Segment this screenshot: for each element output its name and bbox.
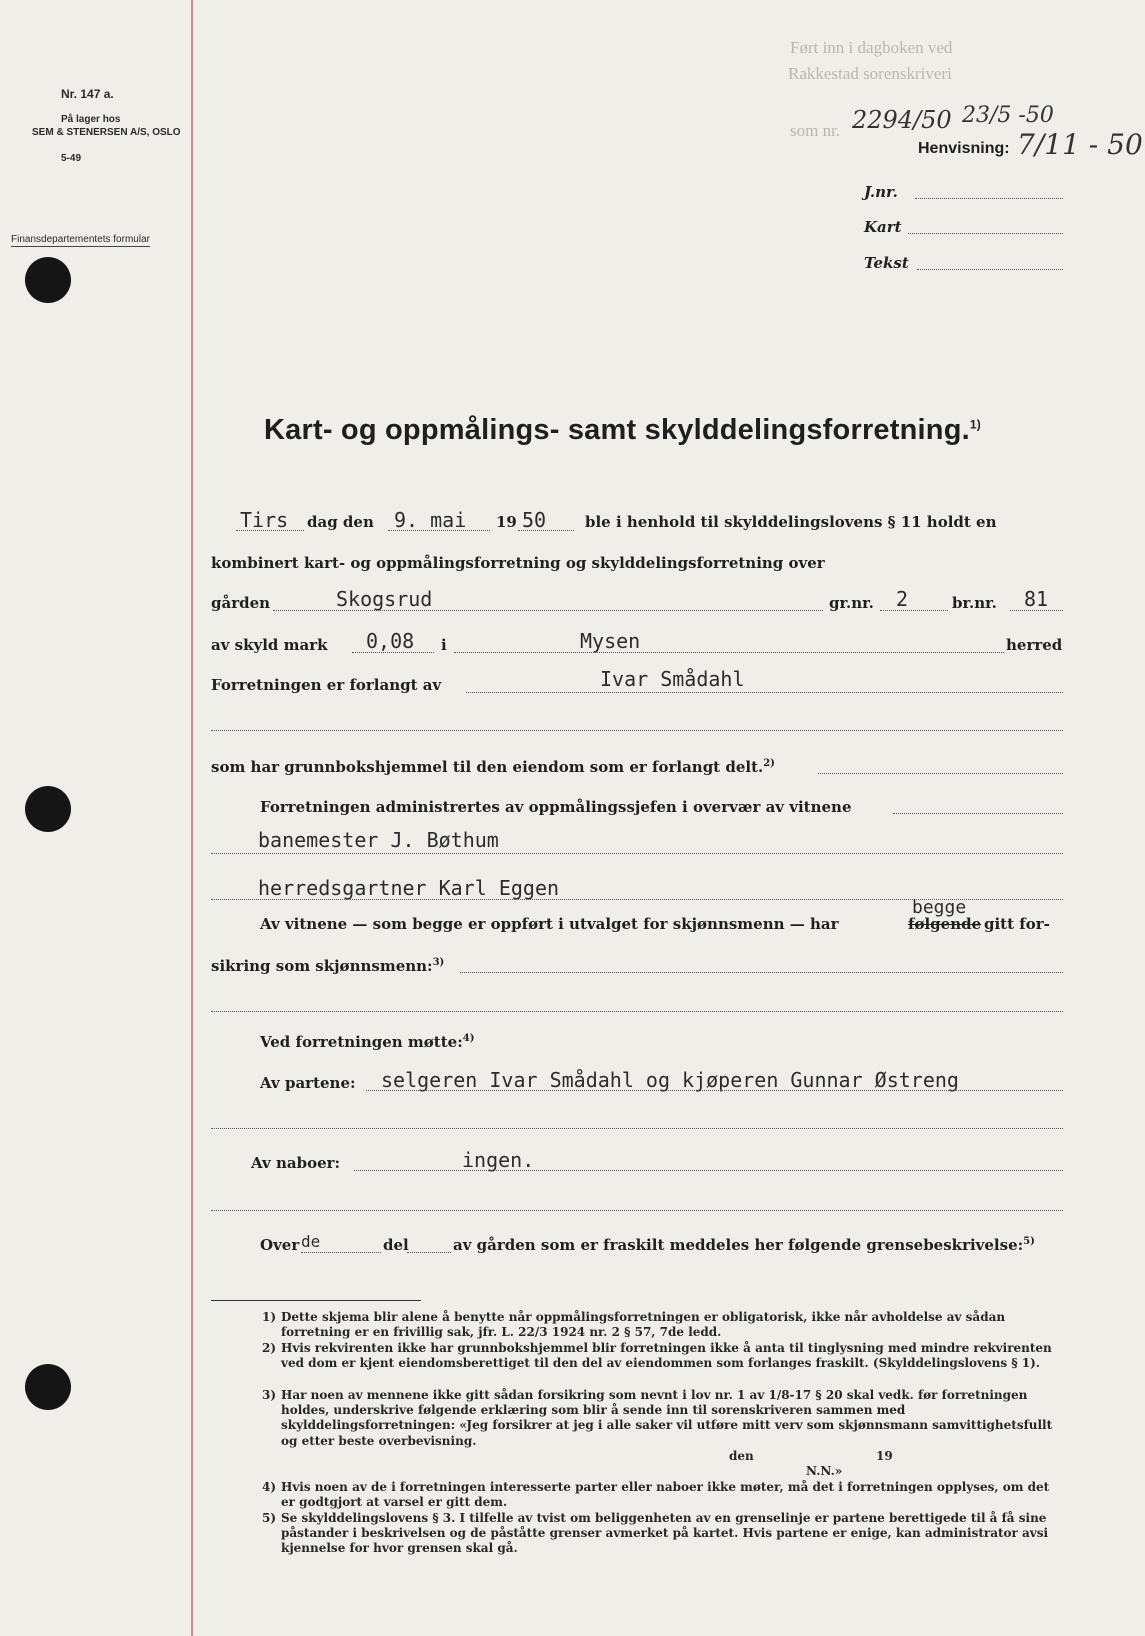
day-field — [236, 530, 304, 531]
footnote-text: Se skylddelingslovens § 3. I tilfelle av tvist om beliggenheten av en grenselinje er partene berettigede til å få sine påstander i beskrivelsen og de påståtte grenser avmerket på kartet. Hvis partene er enige, kan administrator avsi kjennelse for hvor grensen skal gå. — [281, 1511, 1049, 1556]
witness-1: banemester J. Bøthum — [258, 828, 499, 852]
print-code: 5-49 — [61, 153, 82, 164]
punch-hole — [25, 786, 71, 832]
footnote-text: Har noen av mennene ikke gitt sådan forsikring som nevnt i lov nr. 1 av 1/8-17 § 20 skal vedk. før forretningen holdes, underskrive følgende erklæring som blir å sende inn til sorenskriveren sammen med skylddelingsforretningen: «Jeg forsikrer at jeg i alle saker vil utføre mitt verv som skjønnsmann samvittighetsfullt og etter beste overbevisning. — [281, 1388, 1053, 1448]
sikring-text: sikring som skjønnsmenn:$^{3)}$ — [211, 957, 445, 975]
footnote-number: 3) — [262, 1388, 277, 1402]
punch-hole — [25, 257, 71, 303]
date-field — [388, 530, 490, 531]
year-field — [518, 530, 574, 531]
footnote-text: Dette skjema blir alene å benytte når oppmålingsforretningen er obligatorisk, ikke når avholdelse av sådan forretning er en frivillig sak, jfr. L. 22/3 1924 nr. 2 § 57, 7de ledd. — [281, 1310, 1006, 1340]
i-label: i — [441, 636, 447, 654]
requested-field — [466, 692, 1063, 693]
herred-value: Mysen — [580, 629, 641, 653]
requested-field-2 — [211, 730, 1063, 731]
stamp-line3-prefix: som nr. — [790, 121, 841, 140]
vitnene-text: Av vitnene — som begge er oppført i utvalget for skjønnsmenn — har — [260, 915, 839, 933]
inserted-word: begge — [912, 897, 967, 918]
naboer-field — [354, 1170, 1063, 1171]
farm-field — [273, 610, 823, 611]
herred-label: herred — [1006, 636, 1063, 654]
year-prefix: 19 — [496, 513, 517, 531]
jnr-label: J.nr. — [864, 183, 898, 201]
motte-text: Ved forretningen møtte:$^{4)}$ — [260, 1033, 475, 1051]
grunnbok-text: som har grunnbokshjemmel til den eiendom som er forlangt delt.$^{2)}$ — [211, 758, 775, 776]
year-value: 50 — [522, 508, 547, 532]
footnote-rule — [211, 1300, 421, 1301]
del-label: del — [383, 1236, 409, 1254]
dag-den-label: dag den — [307, 513, 374, 531]
witness-2: herredsgartner Karl Eggen — [258, 876, 560, 900]
grnr-label: gr.nr. — [829, 594, 874, 612]
over-label: Over — [260, 1236, 300, 1254]
over-field — [301, 1252, 381, 1253]
jnr-field — [915, 198, 1063, 199]
day-value: Tirs — [240, 508, 289, 532]
form-number: Nr. 147 a. — [61, 87, 114, 101]
law-text: ble i henhold til skylddelingslovens § 11 holdt en — [585, 513, 997, 531]
grnr-field — [880, 610, 948, 611]
stamp-line2: Rakkestad sorenskriveri — [788, 64, 952, 83]
date-value: 9. mai — [394, 508, 467, 532]
henvisning-label: Henvisning: — [918, 140, 1010, 157]
form-label: Finansdepartementets formular — [11, 234, 150, 245]
punch-hole — [25, 1364, 71, 1410]
brnr-label: br.nr. — [952, 594, 997, 612]
sikring-field — [460, 972, 1063, 973]
over-text: av gården som er fraskilt meddeles her følgende grensebeskrivelse:$^{5)}$ — [453, 1236, 1035, 1254]
footnote-ref-2: 2) — [763, 758, 775, 769]
entry-number: 2294/50 — [852, 106, 952, 134]
requested-by: Ivar Smådahl — [600, 667, 745, 691]
footnote-text: Hvis noen av de i forretningen interesserte parter eller naboer ikke møter, må det i forretningen opplyses, om det er godtgjort at varsel er gitt dem. — [281, 1480, 1050, 1510]
sikring-field-2 — [211, 1011, 1063, 1012]
admin-text: Forretningen administrertes av oppmålingssjefen i overvær av vitnene — [260, 798, 852, 816]
requested-label: Forretningen er forlangt av — [211, 676, 442, 694]
footnote-number: 2) — [262, 1341, 277, 1355]
naboer-value: ingen. — [462, 1148, 535, 1172]
herred-field — [454, 652, 1004, 653]
brnr-field — [1010, 610, 1063, 611]
publisher-line1: På lager hos — [61, 114, 121, 125]
kart-label: Kart — [864, 218, 902, 236]
over-value: de — [301, 1232, 321, 1251]
footnote-year: 19 — [876, 1449, 893, 1463]
farm-name: Skogsrud — [336, 587, 433, 611]
grnr-value: 2 — [896, 587, 909, 611]
title-footnote-ref: 1) — [969, 417, 981, 432]
form-line2: kombinert kart- og oppmålingsforretning og skylddelingsforretning over — [211, 554, 825, 572]
footnote-ref-5: 5) — [1023, 1236, 1035, 1247]
footnote-text: Hvis rekvirenten ikke har grunnbokshjemmel blir forretningen ikke å anta til tinglysning med mindre rekvirenten ved dom er kjent eiendomsberettiget til den del av eiendommen som forlanges fraskilt. (Skylddelingslovens § 1). — [281, 1341, 1052, 1371]
footnote-number: 1) — [262, 1310, 277, 1324]
naboer-label: Av naboer: — [251, 1154, 341, 1172]
skyld-label: av skyld mark — [211, 636, 328, 654]
admin-field — [893, 813, 1063, 814]
partene-label: Av partene: — [260, 1074, 356, 1092]
tekst-field — [917, 269, 1063, 270]
naboer-field-2 — [211, 1210, 1063, 1211]
skyld-field — [352, 652, 434, 653]
partene-field-2 — [211, 1128, 1063, 1129]
henvisning-value: 7/11 - 50 — [1017, 128, 1143, 161]
kart-field — [908, 233, 1063, 234]
grunnbok-field — [818, 773, 1063, 774]
partene-field — [366, 1090, 1063, 1091]
garden-label: gården — [211, 594, 271, 612]
brnr-value: 81 — [1024, 587, 1049, 611]
entry-extra: 23/5 -50 — [962, 103, 1054, 128]
vitnene-text-end: gitt for- — [984, 915, 1050, 933]
partene-value: selgeren Ivar Smådahl og kjøperen Gunnar Østreng — [381, 1068, 959, 1092]
footnote-number: 4) — [262, 1480, 277, 1494]
skyld-value: 0,08 — [366, 629, 415, 653]
tekst-label: Tekst — [864, 254, 909, 272]
publisher-line2: SEM & STENERSEN A/S, OSLO — [32, 127, 181, 138]
margin-rule — [191, 0, 193, 1636]
footnote-den: den — [729, 1449, 754, 1463]
footnote-number: 5) — [262, 1511, 277, 1525]
footnote-ref-4: 4) — [462, 1033, 475, 1044]
stamp-line1: Ført inn i dagboken ved — [790, 38, 953, 57]
struck-word: følgende — [908, 915, 982, 933]
document-title: Kart- og oppmålings- samt skylddelingsforretning.$^{1)}$ — [264, 414, 981, 446]
footnote-signature: N.N.» — [806, 1464, 843, 1478]
del-field — [407, 1252, 451, 1253]
witness-1-field — [211, 853, 1063, 854]
footnote-ref-3: 3) — [432, 957, 445, 968]
